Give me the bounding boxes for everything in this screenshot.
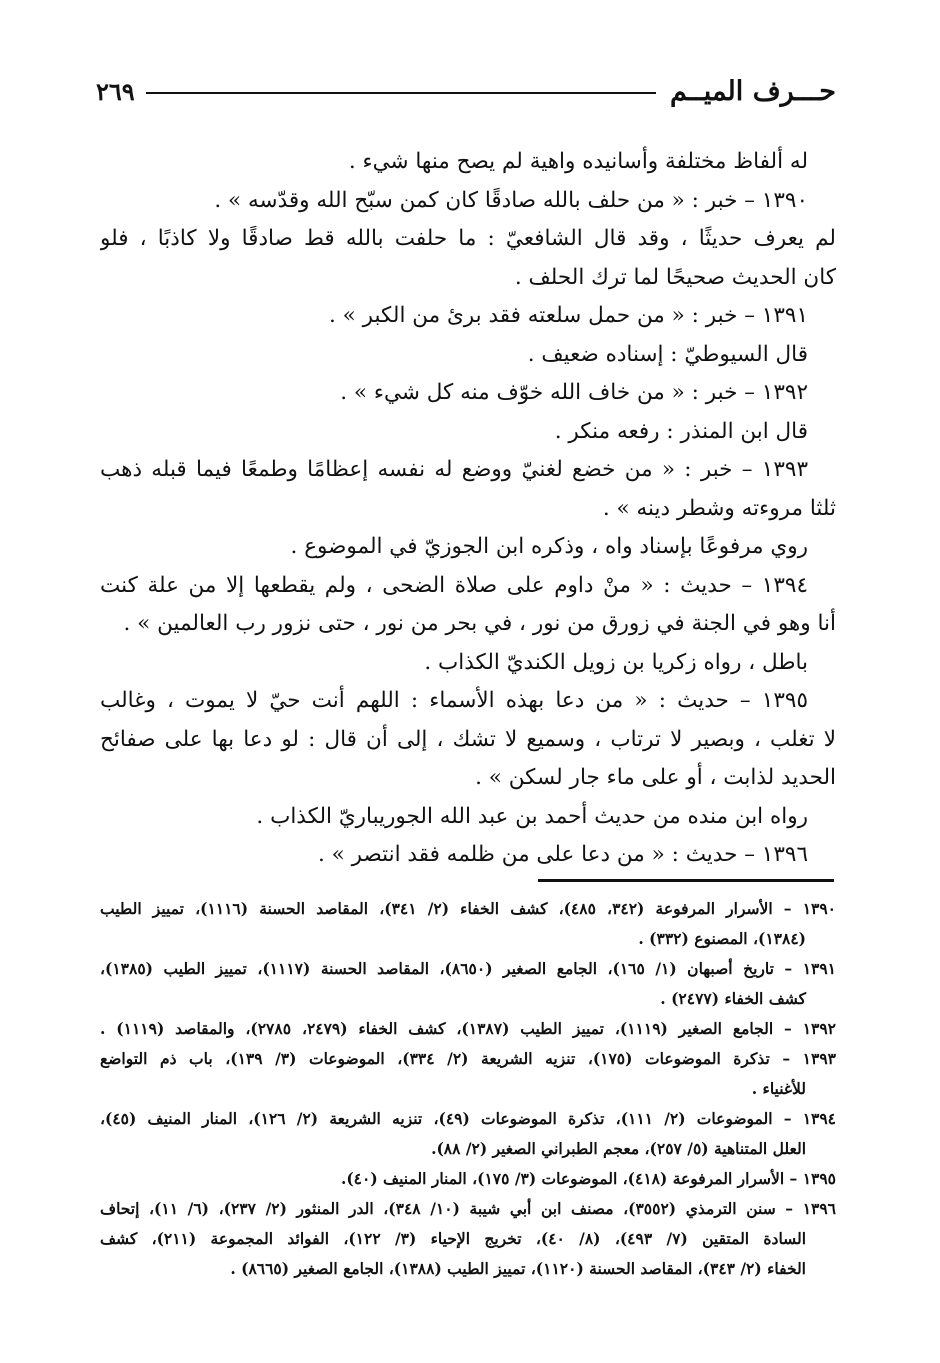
footnote-separator <box>538 879 834 882</box>
entry-1390: ١٣٩٠ – خبر : « من حلف بالله صادقًا كان كمن سبّح الله وقدّسه » . <box>214 187 808 213</box>
text-line: له ألفاظ مختلفة وأسانيده واهية لم يصح منها شيء . <box>348 149 808 174</box>
main-text <box>100 143 836 875</box>
text-line: قال السيوطيّ : إسناده ضعيف . <box>527 341 808 367</box>
footnote-line: (١٣٨٤)، المصنوع (٣٣٢) . <box>638 929 806 948</box>
footnote-line: ١٣٩٥ – الأسرار المرفوعة (٤١٨)، الموضوعات (٣/ ١٧٥)، المنار المنيف (٤٠). <box>340 1169 836 1188</box>
entry-1392: ١٣٩٢ – خبر : « من خاف الله خوّف منه كل شيء » . <box>340 380 808 405</box>
footnote-line: ١٣٩٣ – تذكرة الموضوعات (١٧٥)، تنزيه الشريعة (٢/ ٣٣٤)، الموضوعات (٣/ ١٣٩)، باب ذم التواضع <box>100 1049 836 1068</box>
text-line: كان الحديث صحيحًا لما ترك الحلف . <box>514 264 836 290</box>
entry-1393: ١٣٩٣ – خبر : « من خضع لغنيّ ووضع له نفسه إعظامًا وطمعًا فيما قبله ذهب <box>100 457 808 482</box>
footnote-line: كشف الخفاء (٢٤٧٧) . <box>660 989 806 1008</box>
footnote-line: ١٣٩٦ – سنن الترمذي (٣٥٥٢)، مصنف ابن أبي شيبة (١٠/ ٣٤٨)، الدر المنثور (٢/ ٢٣٧)، (٦/ ١١)، إتحاف <box>100 1199 836 1218</box>
text-line: رواه ابن منده من حديث أحمد بن عبد الله الجوريباريّ الكذاب . <box>256 803 808 829</box>
footnotes <box>100 894 836 1284</box>
text-line: قال ابن المنذر : رفعه منكر . <box>554 418 808 444</box>
text-line: ثلثا مروءته وشطر دينه » . <box>602 495 836 521</box>
page-header <box>96 72 836 112</box>
entry-1396: ١٣٩٦ – حديث : « من دعا على من ظلمه فقد انتصر » . <box>317 842 808 867</box>
header-rule <box>146 92 656 94</box>
footnote-line: ١٣٩٢ – الجامع الصغير (١١١٩)، تمييز الطيب (١٣٨٧)، كشف الخفاء (٢٤٧٩، ٢٧٨٥)، والمقاصد (١١١٩) . <box>100 1019 836 1038</box>
entry-1394: ١٣٩٤ – حديث : « منْ داوم على صلاة الضحى ، ولم يقطعها إلا من علة كنت <box>100 572 808 598</box>
text-line: الحديد لذابت ، أو على ماء جار لسكن » . <box>475 765 836 790</box>
footnote-line: العلل المتناهية (٥/ ٢٥٧)، معجم الطبراني الصغير (٢/ ٨٨). <box>431 1139 806 1158</box>
entry-1395: ١٣٩٥ – حديث : « من دعا بهذه الأسماء : اللهم أنت حيّ لا يموت ، وغالب <box>100 688 808 713</box>
running-title: حـــرف الميــم <box>670 76 836 107</box>
footnote-line: ١٣٩٤ – الموضوعات (٢/ ١١١)، تذكرة الموضوعات (٤٩)، تنزيه الشريعة (٢/ ١٢٦)، المنار المنيف (٤٥)، <box>100 1109 836 1128</box>
footnote-line: للأغنياء . <box>751 1079 806 1098</box>
text-line: لم يعرف حديثًا ، وقد قال الشافعيّ : ما حلفت بالله قط صادقًا ولا كاذبًا ، فلو <box>100 226 836 251</box>
footnote-line: ١٣٩٠ – الأسرار المرفوعة (٣٤٢، ٤٨٥)، كشف الخفاء (٢/ ٣٤١)، المقاصد الحسنة (١١١٦)، تمييز الطيب <box>100 899 836 918</box>
footnote-line: الخفاء (٢/ ٣٤٣)، المقاصد الحسنة (١١٢٠)، تمييز الطيب (١٣٨٨)، الجامع الصغير (٨٦٦٥) . <box>230 1259 806 1278</box>
text-line: روي مرفوعًا بإسناد واه ، وذكره ابن الجوزيّ في الموضوع . <box>290 534 808 559</box>
text-line: لا تغلب ، وبصير لا ترتاب ، وسميع لا تشك ، إلى أن قال : لو دعا بها على صفائح <box>100 726 836 752</box>
text-line: باطل ، رواه زكريا بن زويل الكنديّ الكذاب . <box>424 649 808 675</box>
footnote-line: السادة المتقين (٧/ ٤٩٣)، (٨/ ٤٠)، تخريج الإحياء (٣/ ١٢٢)، الفوائد المجموعة (٢١١)، كشف <box>100 1229 807 1248</box>
page-number: ٢٦٩ <box>96 77 135 106</box>
entry-1391: ١٣٩١ – خبر : « من حمل سلعته فقد برئ من الكبر » . <box>329 303 808 328</box>
text-line: أنا وهو في الجنة في زورق من نور ، في بحر من نور ، حتى نزور رب العالمين » . <box>123 611 836 636</box>
footnote-line: ١٣٩١ – تاريخ أصبهان (١/ ١٦٥)، الجامع الصغير (٨٦٥٠)، المقاصد الحسنة (١١١٧)، تمييز الطيب (١٣٨٥)، <box>100 959 836 978</box>
